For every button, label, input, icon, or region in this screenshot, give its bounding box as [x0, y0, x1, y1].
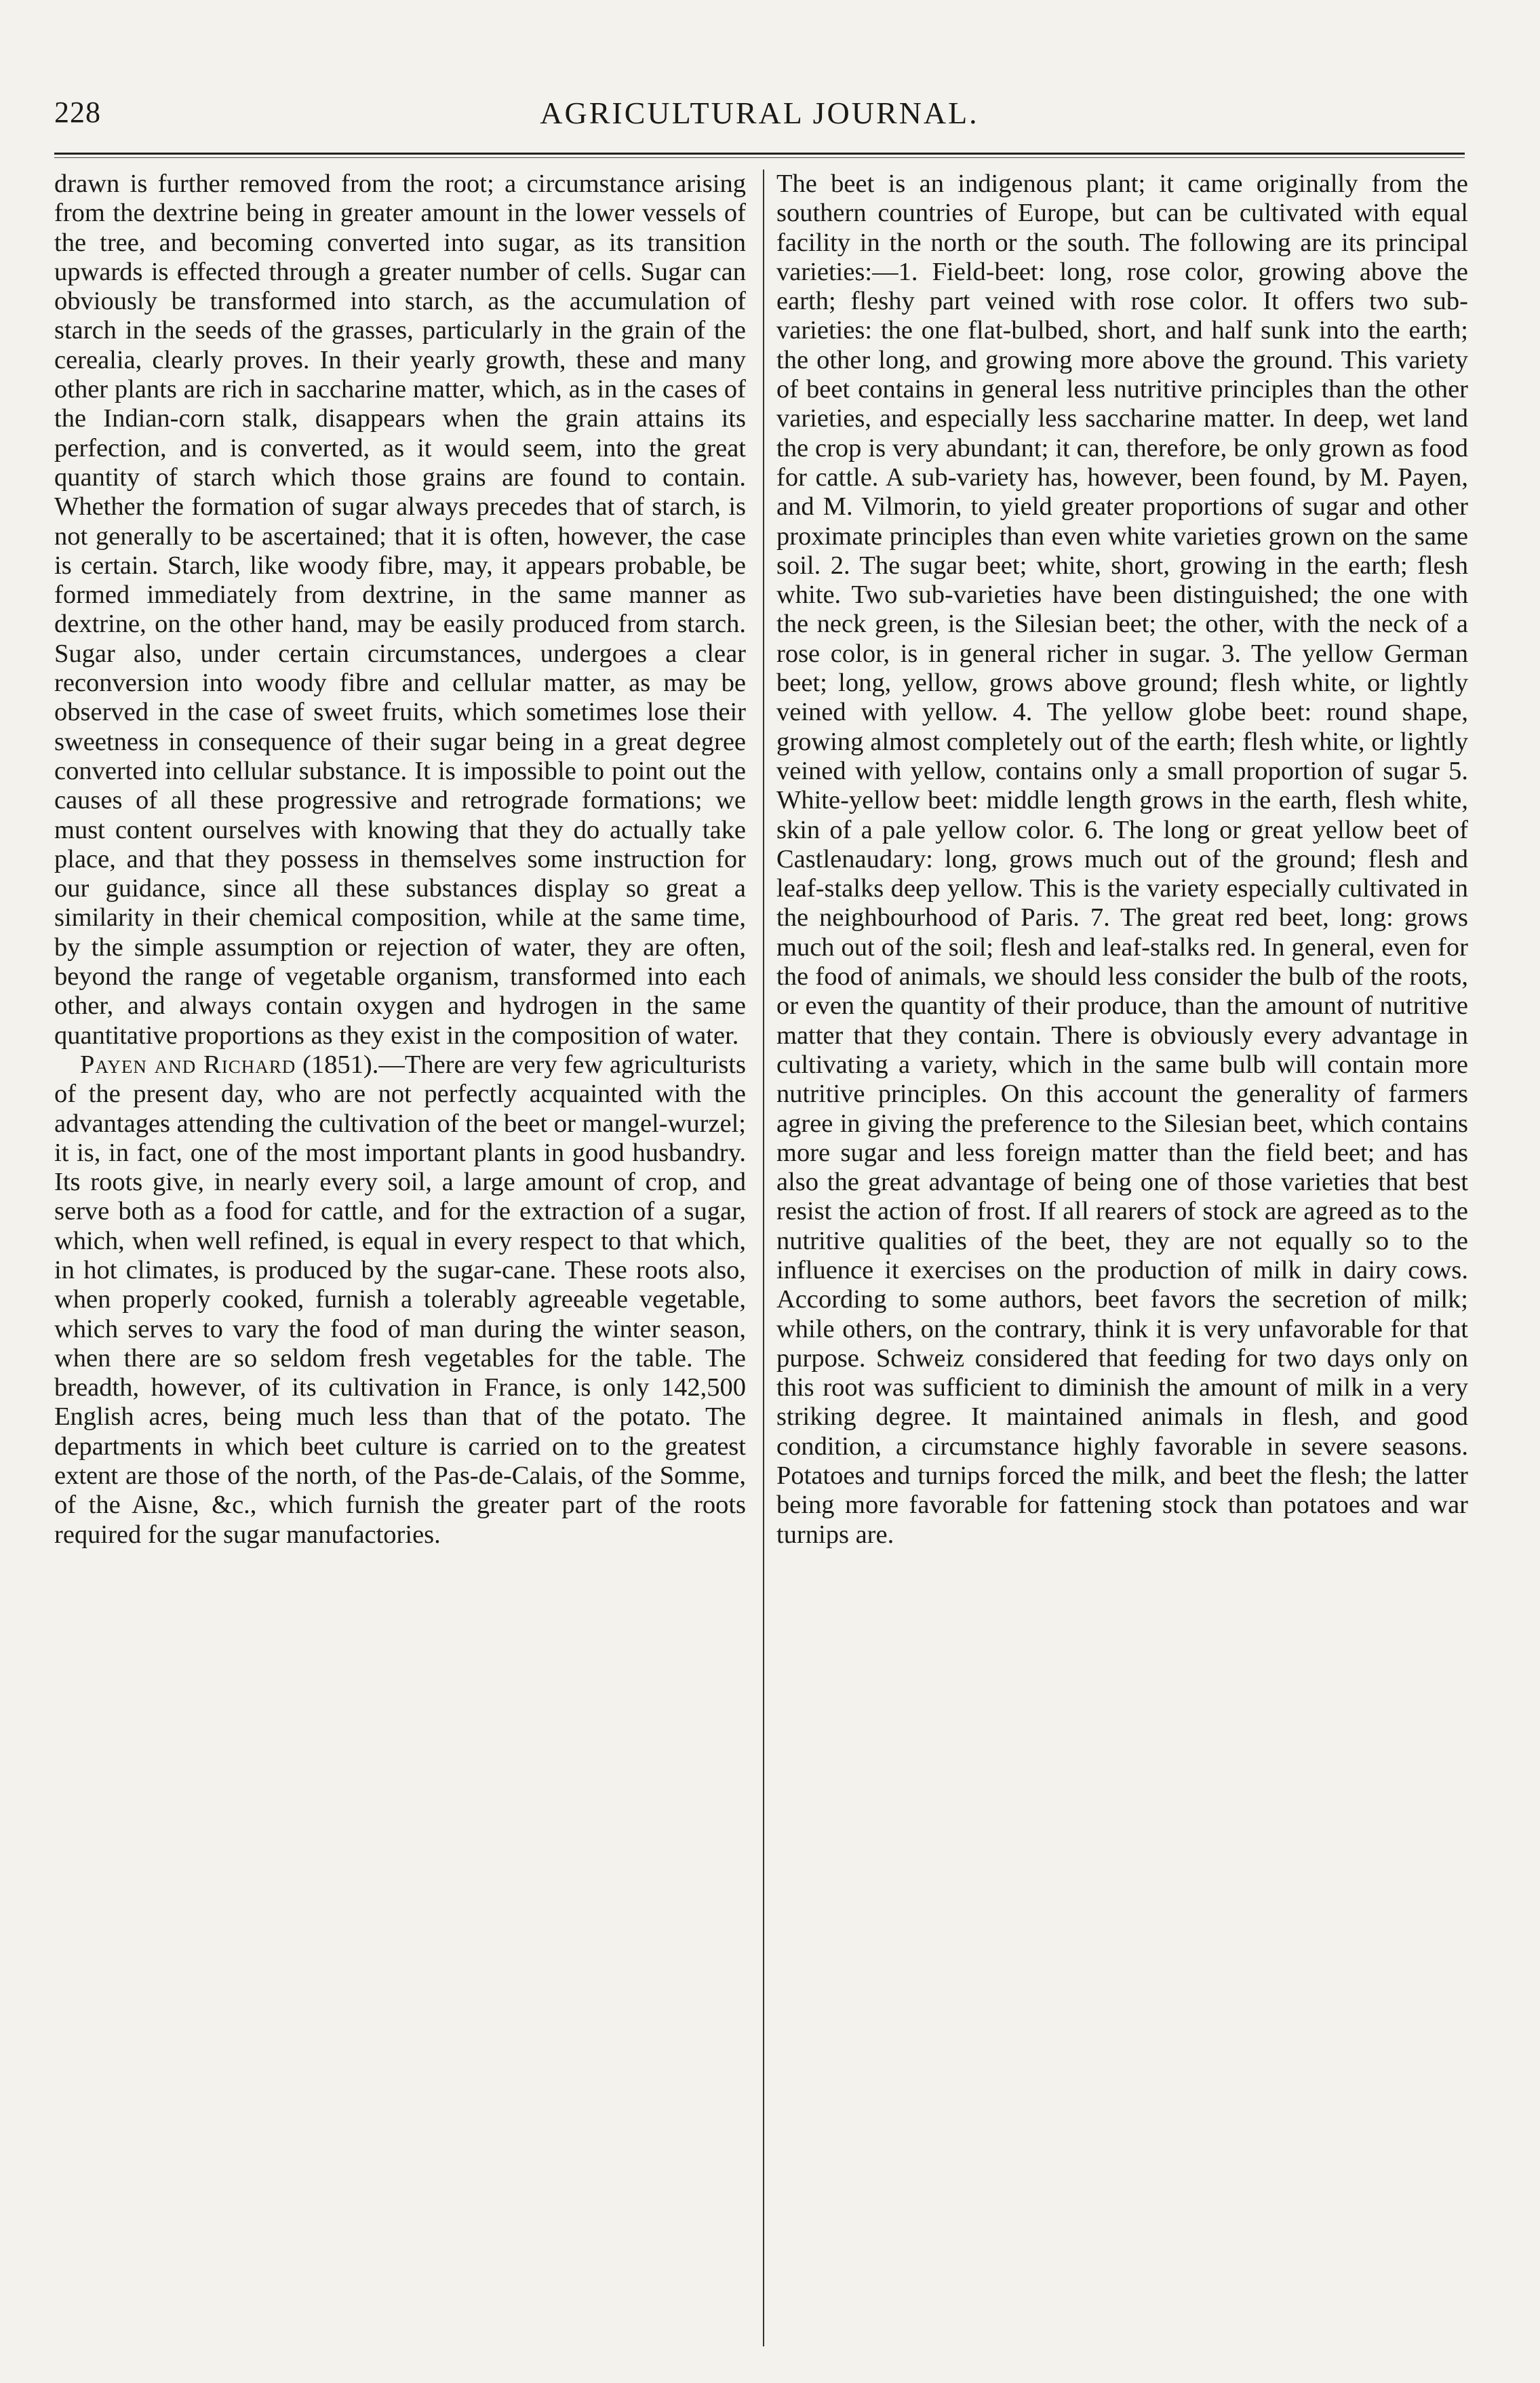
section-lead-year: (1851).— — [296, 1050, 405, 1079]
column-divider — [763, 170, 764, 2346]
left-column — [54, 170, 746, 1550]
page-header — [54, 95, 1465, 149]
left-paragraph-1: drawn is further removed from the root; a circumstance arising from the dextrine being in greater amount in the lower vessels of the tree, and becoming converted into sugar, as its transition upwards is effected through a greater number of cells. Sugar can obviously be transformed into starch, as the accumulation of starch in the seeds of the grasses, particularly in the grain of the cerealia, clearly proves. In their yearly growth, these and many other plants are rich in saccharine matter, which, as in the cases of the Indian-corn stalk, disappears when the grain attains its perfection, and is converted, as it would seem, into the great quantity of starch which those grains are found to contain. Whether the formation of sugar always precedes that of starch, is not generally to be ascertained; that it is often, however, the case is certain. Starch, like woody fibre, may, it appears probable, be formed immediately from dextrine, in the same manner as dextrine, on the other hand, may be easily produced from starch. Sugar also, under certain circumstances, undergoes a clear reconversion into woody fibre and cellular matter, as may be observed in the case of sweet fruits, which sometimes lose their sweetness in consequence of their sugar being in a great degree converted into cellular substance. It is impossible to point out the causes of all these progressive and retrograde formations; we must content ourselves with knowing that they do actually take place, and that they possess in themselves some instruction for our guidance, since all these substances display so great a similarity in their chemical composition, while at the same time, by the simple assumption or rejection of water, they are often, beyond the range of vegetable organism, transformed into each other, and always contain oxygen and hydrogen in the same quantitative proportions as they exist in the composition of water. — [54, 170, 746, 1050]
right-column — [776, 170, 1468, 1550]
section-lead-author: Payen and Richard — [80, 1050, 296, 1079]
header-rule — [54, 153, 1465, 155]
header-rule-thin — [54, 157, 1465, 158]
left-paragraph-2-body: There are very few agriculturists of the present day, who are not perfectly acquainted with the advantages attending the cultivation of the beet or mangel-wurzel; it is, in fact, one of the most important plants in good husbandry. Its roots give, in nearly every soil, a large amount of crop, and serve both as a food for cattle, and for the extraction of a sugar, which, when well refined, is equal in every respect to that which, in hot climates, is produced by the sugar-cane. These roots also, when properly cooked, furnish a tolerably agreeable vegetable, which serves to vary the food of man during the winter season, when there are so seldom fresh vegetables for the table. The breadth, however, of its cultivation in France, is only 142,500 English acres, being much less than that of the potato. The departments in which beet culture is carried on to the greatest extent are those of the north, of the Pas-de-Calais, of the Somme, of the Aisne, &c., which furnish the greater part of the roots required for the sugar manufactories. — [54, 1050, 746, 1549]
left-paragraph-2 — [54, 1050, 746, 1550]
running-title: AGRICULTURAL JOURNAL. — [540, 96, 979, 130]
page-number: 228 — [54, 96, 101, 129]
right-paragraph-1: The beet is an indigenous plant; it came originally from the southern countries of Europe, but can be cultivated with equal facility in the north or the south. The following are its principal varieties:—1. Field-beet: long, rose color, growing above the earth; fleshy part veined with rose color. It offers two sub-varieties: the one flat-bulbed, short, and half sunk into the earth; the other long, and growing more above the ground. This variety of beet contains in general less nutritive principles than the other varieties, and especially less saccharine matter. In deep, wet land the crop is very abundant; it can, therefore, be only grown as food for cattle. A sub-variety has, however, been found, by M. Payen, and M. Vilmorin, to yield greater proportions of sugar and other proximate principles than even white varieties grown on the same soil. 2. The sugar beet; white, short, growing in the earth; flesh white. Two sub-varieties have been distinguished; the one with the neck green, is the Silesian beet; the other, with the neck of a rose color, is in general richer in sugar. 3. The yellow German beet; long, yellow, grows above ground; flesh white, or lightly veined with yellow. 4. The yellow globe beet: round shape, growing almost completely out of the earth; flesh white, or lightly veined with yellow, contains only a small proportion of sugar 5. White-yellow beet: middle length grows in the earth, flesh white, skin of a pale yellow color. 6. The long or great yellow beet of Castlenaudary: long, grows much out of the ground; flesh and leaf-stalks deep yellow. This is the variety especially cultivated in the neighbourhood of Paris. 7. The great red beet, long: grows much out of the soil; flesh and leaf-stalks red. In general, even for the food of animals, we should less consider the bulb of the roots, or even the quantity of their produce, than the amount of nutritive matter that they contain. There is obviously every advantage in cultivating a variety, which in the same bulb will contain more nutritive principles. On this account the generality of farmers agree in giving the preference to the Silesian beet, which contains more sugar and less foreign matter than the field beet; and has also the great advantage of being one of those varieties that best resist the action of frost. If all rearers of stock are agreed as to the nutritive qualities of the beet, they are not equally so to the influence it exercises on the production of milk in dairy cows. According to some authors, beet favors the secretion of milk; while others, on the contrary, think it is very unfavorable for that purpose. Schweiz considered that feeding for two days only on this root was sufficient to diminish the amount of milk in a very striking degree. It maintained animals in flesh, and good condition, a circumstance highly favorable in severe seasons. Potatoes and turnips forced the milk, and beet the flesh; the latter being more favorable for fattening stock than potatoes and war turnips are. — [776, 170, 1468, 1549]
